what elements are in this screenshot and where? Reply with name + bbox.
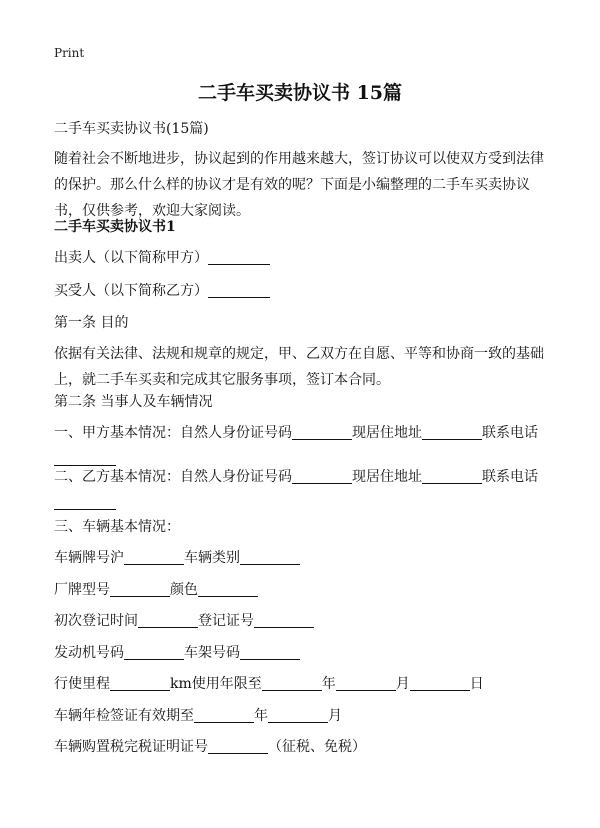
engine-line bbox=[54, 640, 554, 666]
vehicle-type-label: 车辆类别 bbox=[184, 550, 240, 566]
tax-cert-label: 车辆购置税完税证明证号 bbox=[54, 739, 208, 755]
party-b-line bbox=[54, 464, 554, 516]
engine-blank bbox=[124, 643, 184, 660]
registration-line bbox=[54, 608, 554, 634]
buyer-line bbox=[54, 278, 554, 304]
mileage-blank bbox=[110, 674, 170, 691]
day-blank bbox=[410, 674, 470, 691]
mileage-line bbox=[54, 671, 554, 697]
tax-cert-line bbox=[54, 734, 554, 760]
day-label: 日 bbox=[469, 676, 484, 692]
km-limit-label: km使用年限至 bbox=[170, 676, 262, 692]
month-label: 月 bbox=[395, 676, 410, 692]
buyer-label: 买受人（以下简称乙方） bbox=[54, 283, 208, 299]
vehicle-type-blank bbox=[240, 548, 300, 565]
engine-label: 发动机号码 bbox=[54, 645, 124, 661]
buyer-blank bbox=[208, 281, 270, 298]
color-label: 颜色 bbox=[170, 582, 198, 598]
plate-line bbox=[54, 545, 554, 571]
color-blank bbox=[198, 580, 258, 597]
year-label: 年 bbox=[321, 676, 336, 692]
inspection-label: 车辆年检签证有效期至 bbox=[54, 708, 194, 724]
month-blank bbox=[336, 674, 396, 691]
party-a-address-blank bbox=[422, 423, 482, 440]
seller-blank bbox=[208, 248, 270, 265]
model-blank bbox=[110, 580, 170, 597]
frame-blank bbox=[240, 643, 300, 660]
tax-note: （征税、免税） bbox=[268, 739, 366, 755]
first-reg-label: 初次登记时间 bbox=[54, 613, 138, 629]
first-reg-blank bbox=[138, 611, 198, 628]
page-title: 二手车买卖协议书 15篇 bbox=[197, 82, 403, 104]
party-b-address-blank bbox=[422, 467, 482, 484]
inspection-year-label: 年 bbox=[254, 708, 268, 724]
party-a-id-blank bbox=[292, 423, 352, 440]
party-a-id-label: 一、甲方基本情况：自然人身份证号码 bbox=[54, 425, 292, 441]
inspection-month-label: 月 bbox=[328, 708, 342, 724]
party-b-id-blank bbox=[292, 467, 352, 484]
mileage-label: 行使里程 bbox=[54, 676, 110, 692]
article2-heading: 第二条 当事人及车辆情况 bbox=[54, 394, 213, 410]
reg-cert-blank bbox=[254, 611, 314, 628]
plate-label: 车辆牌号沪 bbox=[54, 550, 124, 566]
intro-paragraph: 随着社会不断地进步，协议起到的作用越来越大，签订协议可以使双方受到法律的保护。那么什么样的协议才是有效的呢？下面是小编整理的二手车买卖协议书，仅供参考，欢迎大家阅读。 bbox=[54, 151, 544, 219]
party-b-id-label: 二、乙方基本情况：自然人身份证号码 bbox=[54, 469, 292, 485]
party-a-address-label: 现居住地址 bbox=[352, 425, 422, 441]
inspection-line bbox=[54, 703, 554, 729]
tax-cert-blank bbox=[208, 737, 268, 754]
year-blank bbox=[262, 674, 322, 691]
frame-label: 车架号码 bbox=[184, 645, 240, 661]
inspection-year-blank bbox=[194, 706, 254, 723]
section-heading: 二手车买卖协议书1 bbox=[54, 219, 176, 235]
article1-heading: 第一条 目的 bbox=[54, 315, 129, 331]
seller-line bbox=[54, 245, 554, 271]
seller-label: 出卖人（以下简称甲方） bbox=[54, 250, 208, 266]
article1-text: 依据有关法律、法规和规章的规定，甲、乙双方在自愿、平等和协商一致的基础上，就二手车买卖和完成其它服务事项，签订本合同。 bbox=[54, 346, 544, 388]
plate-blank bbox=[124, 548, 184, 565]
inspection-month-blank bbox=[268, 706, 328, 723]
party-b-address-label: 现居住地址 bbox=[352, 469, 422, 485]
subtitle: 二手车买卖协议书(15篇) bbox=[54, 121, 209, 137]
print-label: Print bbox=[54, 46, 85, 60]
party-b-phone-label: 联系电话 bbox=[482, 469, 538, 485]
party-a-phone-label: 联系电话 bbox=[482, 425, 538, 441]
vehicle-heading: 三、车辆基本情况： bbox=[54, 519, 180, 535]
reg-cert-label: 登记证号 bbox=[198, 613, 254, 629]
model-label: 厂牌型号 bbox=[54, 582, 110, 598]
party-b-phone-blank bbox=[54, 493, 116, 510]
model-line bbox=[54, 577, 554, 603]
